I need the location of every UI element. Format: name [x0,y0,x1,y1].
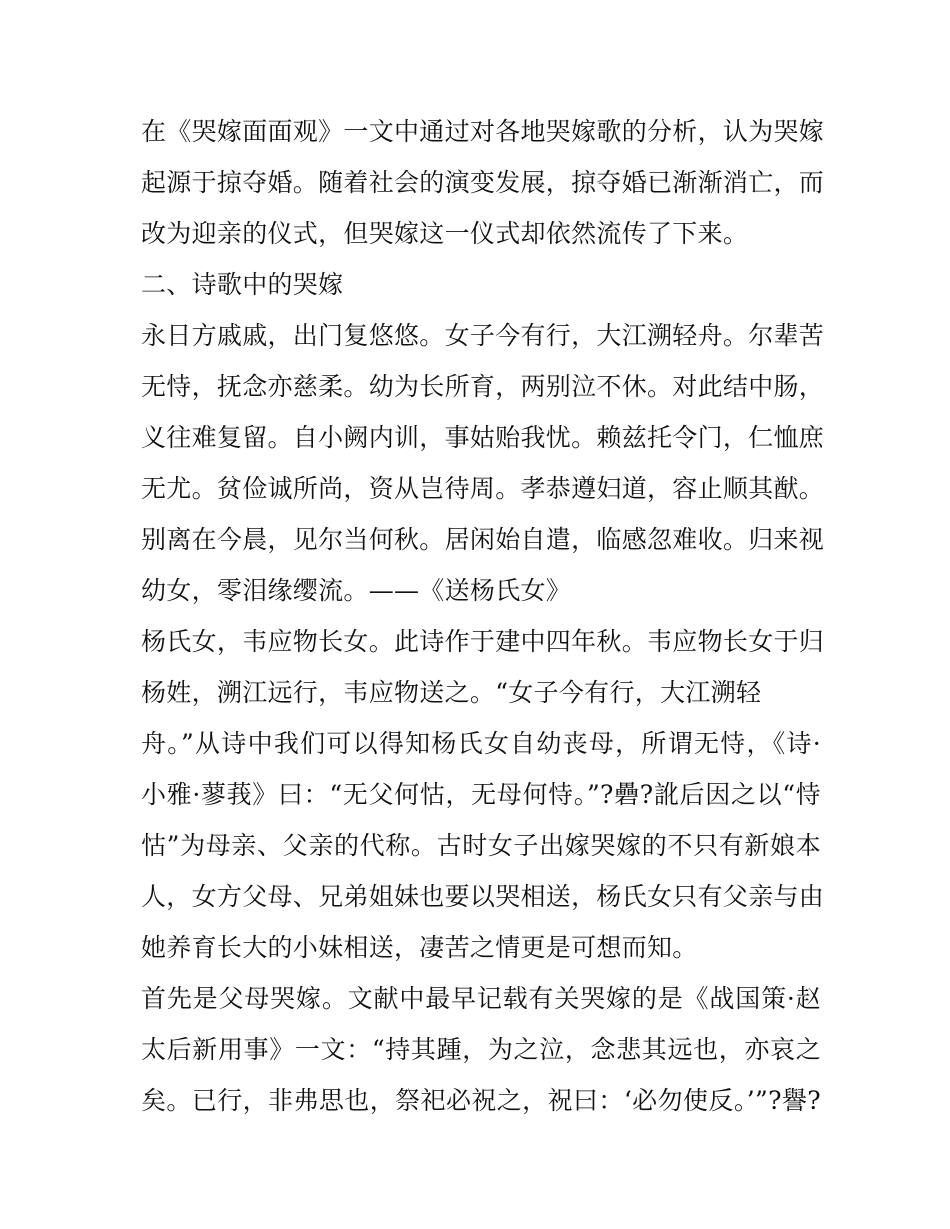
poem-line: 别离在今晨，见尔当何秋。居闲始自遣，临感忽难收。归来视 [141,525,825,554]
text-line: 改为迎亲的仪式，但哭嫁这一仪式却依然流传了下来。 [141,219,749,248]
text-line: 舟。”从诗中我们可以得知杨氏女自幼丧母，所谓无恃，《诗· [141,729,821,758]
text-line: 小雅·蓼莪》曰：“无父何怙，无母何恃。”?礨?訛后因之以“恃 [141,780,821,809]
poem-line: 义往难复留。自小阙内训，事姑贻我忧。赖兹托令门，仁恤庶 [141,423,825,452]
text-line: 首先是父母哭嫁。文献中最早记载有关哭嫁的是《战国策·赵 [141,984,821,1013]
poem-line: 无尤。贫俭诚所尚，资从岂待周。孝恭遵妇道，容止顺其猷。 [141,474,825,503]
text-line: 她养育长大的小妹相送，凄苦之情更是可想而知。 [141,933,698,962]
text-line: 怙”为母亲、父亲的代称。古时女子出嫁哭嫁的不只有新娘本 [141,831,821,860]
section-heading: 二、诗歌中的哭嫁 [141,270,344,299]
text-line: 人，女方父母、兄弟姐妹也要以哭相送，杨氏女只有父亲与由 [141,882,825,911]
poem-line: 无恃，抚念亦慈柔。幼为长所育，两别泣不休。对此结中肠， [141,372,825,401]
text-line: 杨氏女，韦应物长女。此诗作于建中四年秋。韦应物长女于归 [141,627,825,656]
text-line: 杨姓，溯江远行，韦应物送之。“女子今有行，大江溯轻 [141,678,762,707]
poem-line: 幼女，零泪缘缨流。——《送杨氏女》 [141,576,572,605]
poem-line: 永日方戚戚，出门复悠悠。女子今有行，大江溯轻舟。尔辈苦 [141,321,825,350]
text-line: 矣。已行，非弗思也，祭祀必祝之，祝曰：‘必勿使反。’”?譽? [141,1086,821,1115]
text-line: 起源于掠夺婚。随着社会的演变发展，掠夺婚已渐渐消亡，而 [141,168,825,197]
text-line: 太后新用事》一文：“持其踵，为之泣，念悲其远也，亦哀之 [141,1035,821,1064]
body-text [141,106,825,1126]
text-line: 在《哭嫁面面观》一文中通过对各地哭嫁歌的分析，认为哭嫁 [141,117,825,146]
